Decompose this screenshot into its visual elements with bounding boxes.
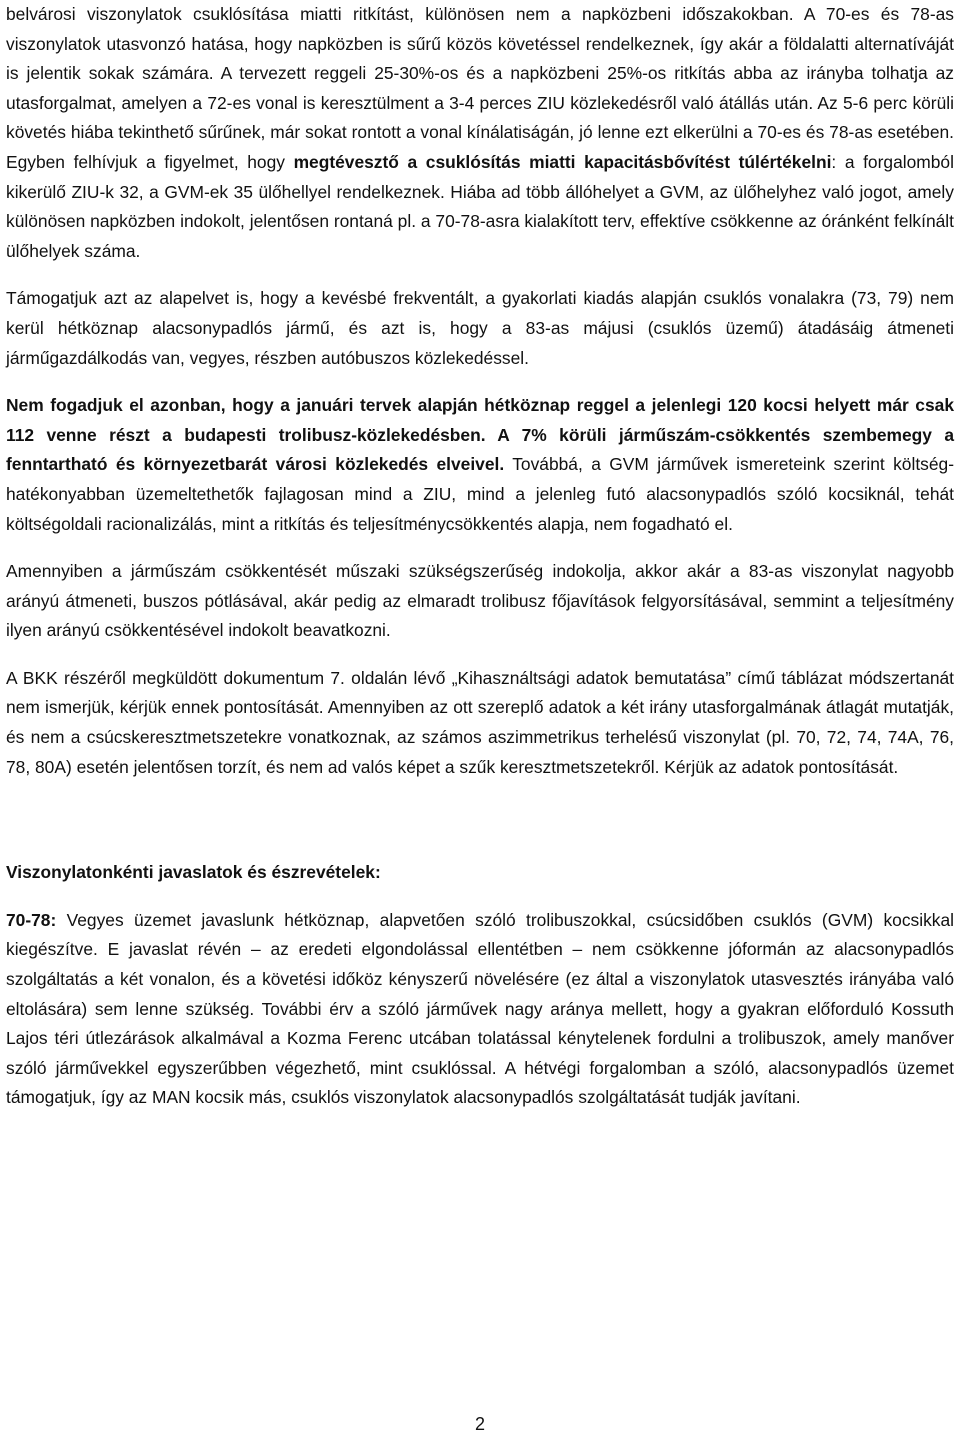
text-segment: Továbbá, a GVM járművek ismereteink szerint költség-hatékonyabban üzemeltethetők fajlagosan mind a ZIU, mind a jelenleg futó alacsonypadlós szóló kocsiknál, tehát költségoldali racionalizálás, mint a ritkítás és teljesítménycsökkentés alapja, nem fogadható el. — [6, 454, 954, 534]
paragraph-kihasznaltsagi-adatok — [6, 664, 954, 782]
bold-text-segment: 70-78: — [6, 909, 57, 930]
document-page — [6, 0, 954, 1113]
page-number: 2 — [474, 1414, 485, 1434]
text-segment: A BKK részéről megküldött dokumentum 7. oldalán lévő „Kihasználtsági adatok bemutatása” című táblázat módszertanát nem ismerjük, kérjük ennek pontosítását. Amennyiben az ott szereplő adatok a két irány utasforgalmának átlagát mutatják, és nem a csúcskeresztmetszetekre vonatkoznak, az számos aszimmetrikus terhelésű viszonylat (pl. 70, 72, 74, 74A, 76, 78, 80A) esetén jelentősen torzít, és nem ad valós képet a szűk keresztmetszetekről. Kérjük az adatok pontosítását. — [6, 667, 954, 777]
section-heading-viszonylatonkenti-javaslatok — [6, 858, 954, 888]
bold-text-segment: Nem fogadjuk el azonban, hogy a januári tervek alapján hétköznap reggel a jelenlegi 120 kocsi helyett már csak 112 venne részt a budapesti trolibusz-közlekedésben. A 7% körüli járműszám-csökkentés szembemegy a fenntartható és környezetbarát városi közlekedés elveivel. — [6, 395, 954, 475]
paragraph-70-78-javaslat — [6, 906, 954, 1113]
bold-text-segment: Viszonylatonkénti javaslatok és észrevételek: — [6, 862, 381, 883]
text-segment: : a forgalomból kikerülő ZIU-k 32, a GVM-ek 35 ülőhellyel rendelkeznek. Hiába ad több állóhelyet a GVM, az ülőhelyhez való jogot, amely különösen napközben indokolt, jelentősen rontaná pl. a 70-78-asra kialakított terv, effektíve csökkenne az óránként felkínált ülőhelyek száma. — [6, 151, 954, 261]
paragraph-csuklositas-ritkitas — [6, 0, 954, 266]
text-segment: Támogatjuk azt az alapelvet is, hogy a kevésbé frekventált, a gyakorlati kiadás alapján csuklós vonalakra (73, 79) nem kerül hétköznap alacsonypadlós jármű, és azt is, hogy a 83-as májusi (csuklós üzemű) átadásáig átmeneti járműgazdálkodás van, vegyes, részben autóbuszos közlekedéssel. — [6, 288, 954, 368]
paragraph-jarmuszam-csokkentes — [6, 557, 954, 646]
paragraph-nem-fogadjuk-el — [6, 391, 954, 539]
bold-text-segment: megtévesztő a csuklósítás miatti kapacitásbővítést túlértékelni — [293, 151, 832, 172]
text-segment: belvárosi viszonylatok csuklósítása miatti ritkítást, különösen nem a napközbeni időszakokban. A 70-es és 78-as viszonylatok utasvonzó hatása, hogy napközben is sűrű közös követéssel rendelkeznek, így akár a földalatti alternatíváját is jelentik sokak számára. A tervezett reggeli 25-30%-os és a napközbeni 25%-os ritkítás abba az irányba tolhatja az utasforgalmat, amelyen a 72-es vonal is keresztülment a 3-4 perces ZIU közlekedésről való átállás után. Az 5-6 perc körüli követés hiába tekinthető sűrűnek, már sokat rontott a vonal kínálatiságán, jó lenne ezt elkerülni a 70-es és 78-as esetében. Egyben felhívjuk a figyelmet, hogy — [6, 4, 954, 172]
paragraph-tamogatjuk — [6, 284, 954, 373]
text-segment: Vegyes üzemet javaslunk hétköznap, alapvetően szóló trolibuszokkal, csúcsidőben csuklós (GVM) kocsikkal kiegészítve. E javaslat révén – az eredeti elgondolással ellentétben – nem csökkenne jóformán az alacsonypadlós szolgáltatás a két vonalon, és a követési időköz kényszerű növelésére (ez által a viszonylatok utasvesztés irányába való eltolására) sem lenne szükség. További érv a szóló járművek nagy aránya mellett, hogy a gyakran előforduló Kossuth Lajos téri útlezárások alkalmával a Kozma Ferenc utcában tolatással kénytelenek fordulni a trolibuszok, amely manőver szóló járművekkel egyszerűbben végezhető, mint csuklóssal. A hétvégi forgalomban a szóló, alacsonypadlós üzemet támogatjuk, így az MAN kocsik más, csuklós viszonylatok alacsonypadlós szolgáltatását tudják javítani. — [6, 909, 954, 1108]
text-segment: Amennyiben a járműszám csökkentését műszaki szükségszerűség indokolja, akkor akár a 83-as viszonylat nagyobb arányú átmeneti, buszos pótlásával, akár pedig az elmaradt trolibusz főjavítások felgyorsításával, semmint a teljesítmény ilyen arányú csökkentésével indokolt beavatkozni. — [6, 561, 954, 641]
